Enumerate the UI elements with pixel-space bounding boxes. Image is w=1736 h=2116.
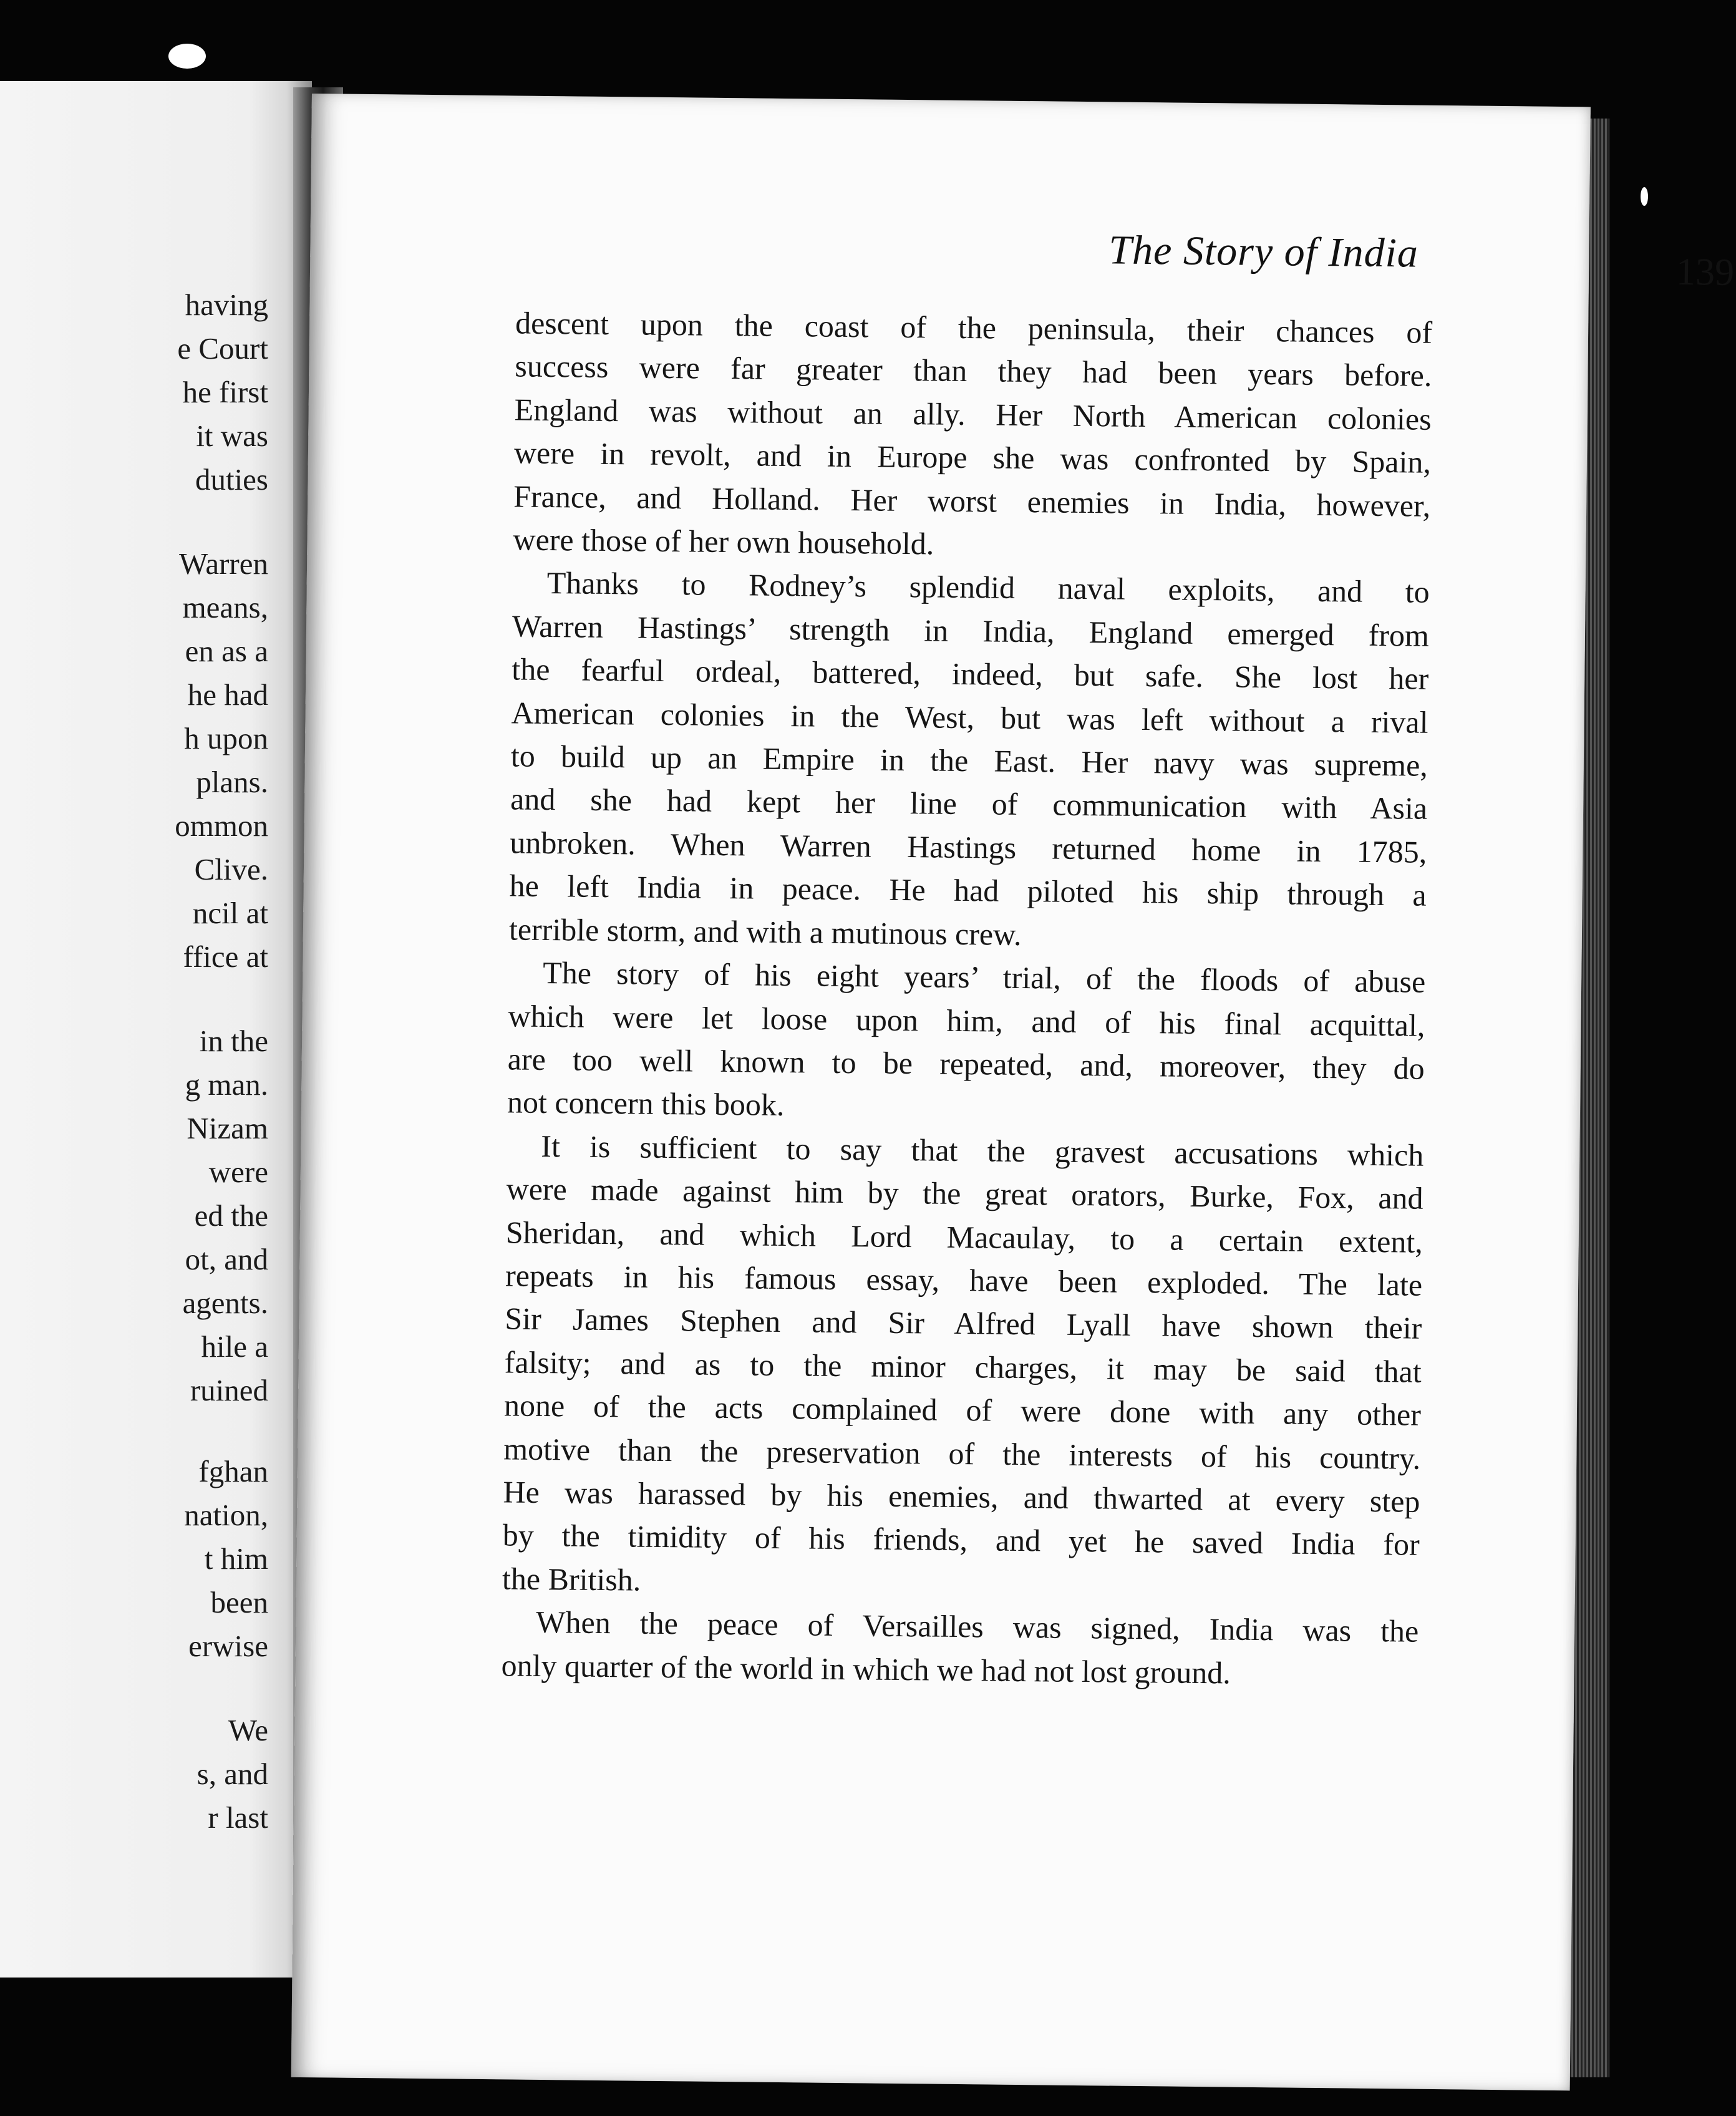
text-line: repeats in his famous essay, have been exploded. The late (505, 1258, 1423, 1303)
facing-page-line: plans. (196, 765, 268, 799)
text-line: Sheridan, and which Lord Macaulay, to a certain extent, (505, 1214, 1423, 1259)
facing-page-line: We (228, 1713, 268, 1747)
facing-page-line: having (185, 288, 268, 322)
text-line: to build up an Empire in the East. Her navy was supreme, (510, 738, 1428, 783)
facing-page-line: t him (204, 1541, 268, 1576)
facing-page-line: were (208, 1155, 268, 1189)
facing-page-line: ot, and (185, 1242, 268, 1276)
facing-page-line: it was (196, 419, 268, 453)
text-line: falsity; and as to the minor charges, it may be said that (504, 1344, 1422, 1389)
facing-page-line: ommon (175, 808, 268, 843)
text-line: were in revolt, and in Europe she was confronted by Spain, (513, 435, 1432, 480)
facing-page-left (0, 81, 312, 1978)
facing-page-line: hile a (201, 1329, 268, 1364)
facing-page-line: agents. (182, 1286, 268, 1320)
text-line: the British. (502, 1561, 641, 1598)
text-line: descent upon the coast of the peninsula, their chances of (515, 305, 1433, 350)
text-line: England was without an ally. Her North American colonies (514, 392, 1432, 437)
text-line: he left India in peace. He had piloted his ship through a (509, 868, 1427, 913)
facing-page-line: in the (199, 1024, 268, 1058)
text-line: which were let loose upon him, and of his final acquittal, (508, 997, 1425, 1043)
text-line: American colonies in the West, but was left without a rival (511, 695, 1428, 740)
facing-page-line: Clive. (194, 852, 268, 886)
paragraph (509, 561, 1430, 961)
facing-page-line: s, and (196, 1757, 268, 1791)
text-line: Warren Hastings’ strength in India, England emerged from (512, 608, 1430, 653)
text-line: by the timidity of his friends, and yet he saved India for (502, 1517, 1420, 1563)
text-line: terrible storm, and with a mutinous crew. (508, 911, 1022, 952)
facing-page-line: ffice at (183, 939, 268, 974)
facing-page-line: h upon (184, 721, 268, 755)
paragraph (507, 951, 1426, 1133)
facing-page-line: r last (208, 1800, 268, 1835)
running-head: The Story of India (1108, 227, 1419, 276)
facing-page-line: Nizam (187, 1111, 268, 1145)
facing-page-line: nation, (184, 1498, 268, 1532)
text-line: France, and Holland. Her worst enemies in India, however, (513, 478, 1431, 523)
text-line: only quarter of the world in which we had not lost ground. (501, 1647, 1231, 1691)
facing-page-line: ncil at (192, 896, 268, 930)
text-line: Thanks to Rodney’s splendid naval exploits, and to (546, 565, 1430, 610)
text-line: were those of her own household. (513, 522, 934, 561)
text-line: He was harassed by his enemies, and thwarted at every step (503, 1474, 1420, 1519)
film-speck (1641, 187, 1648, 206)
facing-page-line: e Court (177, 331, 268, 366)
paragraph (513, 301, 1432, 571)
facing-page-line: erwise (188, 1629, 268, 1663)
facing-page-line: means, (182, 590, 268, 624)
text-line: The story of his eight years’ trial, of the floods of abuse (542, 955, 1426, 999)
text-line: It is sufficient to say that the gravest accusations which (541, 1128, 1424, 1173)
facing-page-line: ed the (194, 1198, 268, 1233)
text-line: unbroken. When Warren Hastings returned home in 1785, (510, 825, 1427, 870)
facing-page-line: fghan (198, 1454, 268, 1488)
text-line: are too well known to be repeated, and, moreover, they do (507, 1041, 1425, 1086)
text-line: the fearful ordeal, battered, indeed, but safe. She lost her (512, 651, 1429, 697)
text-line: none of the acts complained of were done with any other (503, 1387, 1422, 1432)
text-line: motive than the preservation of the interests of his country. (503, 1430, 1421, 1476)
text-line: success were far greater than they had been years before. (515, 348, 1432, 394)
facing-page-line: g man. (185, 1067, 268, 1102)
text-line: not concern this book. (507, 1084, 785, 1123)
facing-page-line: en as a (185, 634, 268, 668)
facing-page-line: ruined (190, 1373, 268, 1407)
paragraph (501, 1601, 1418, 1697)
facing-page-line: been (210, 1585, 268, 1619)
facing-page-line: he first (182, 375, 268, 409)
paragraph (502, 1124, 1424, 1610)
facing-page-line: duties (195, 462, 268, 497)
film-speck (168, 44, 206, 69)
text-line: were made against him by the great orators, Burke, Fox, and (506, 1171, 1423, 1216)
page-number: 139 (1675, 250, 1735, 294)
text-line: and she had kept her line of communication with Asia (510, 781, 1428, 827)
facing-page-line: Warren (179, 546, 268, 581)
text-line: When the peace of Versailles was signed, India was the (536, 1604, 1419, 1649)
book-page-right (291, 94, 1735, 2090)
facing-page-line: he had (187, 677, 268, 712)
body-text (501, 301, 1432, 1696)
text-line: Sir James Stephen and Sir Alfred Lyall have shown their (505, 1301, 1422, 1346)
